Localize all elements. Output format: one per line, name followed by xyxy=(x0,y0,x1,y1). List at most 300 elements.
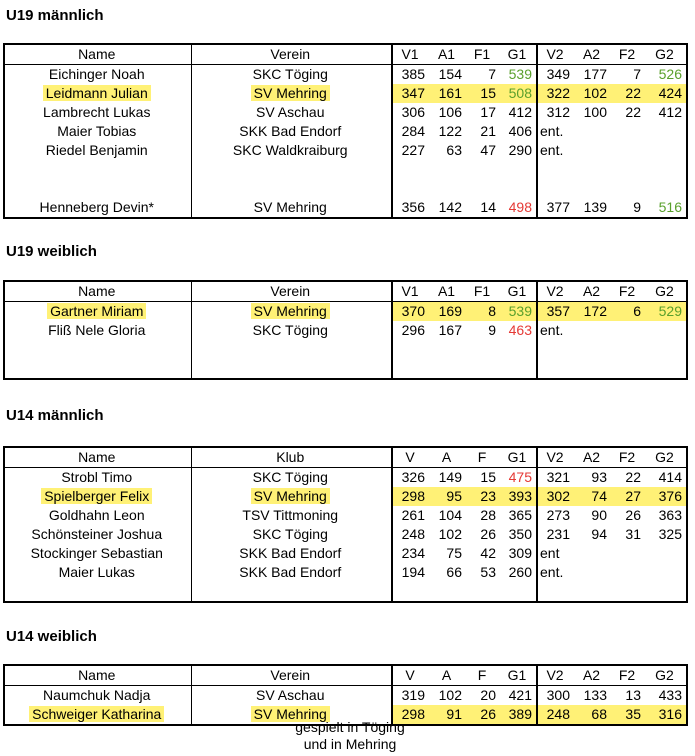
player-name xyxy=(4,302,191,322)
player-name-text: Strobl Timo xyxy=(61,469,133,485)
score-g2: 376 xyxy=(645,487,687,506)
score-a1: 106 xyxy=(438,104,462,120)
score-a2: 90 xyxy=(591,507,607,523)
score-v1: 284 xyxy=(401,123,425,139)
score-g2 xyxy=(645,179,687,198)
score-a2 xyxy=(574,141,611,160)
player-club xyxy=(191,359,392,379)
player-club xyxy=(191,160,392,179)
score-a2: 94 xyxy=(591,526,607,542)
table-row xyxy=(4,340,687,359)
score-v: 298 xyxy=(392,705,429,725)
table-row xyxy=(4,103,687,122)
score-a: 104 xyxy=(438,507,462,523)
table-row xyxy=(4,160,687,179)
player-club xyxy=(191,582,392,602)
player-club-text: SV Mehring xyxy=(251,85,330,101)
column-header: V2 xyxy=(537,447,574,468)
player-name-text: Schönsteiner Joshua xyxy=(31,526,163,542)
score-f2 xyxy=(611,321,645,340)
score-f: 28 xyxy=(480,507,496,523)
score-f2: 26 xyxy=(625,507,641,523)
score-a2: 102 xyxy=(574,84,611,103)
score-v2 xyxy=(537,582,574,602)
score-g1 xyxy=(500,359,537,379)
player-name xyxy=(4,122,191,141)
player-club-text: SKC Töging xyxy=(252,469,328,485)
score-g2: 529 xyxy=(645,302,687,322)
column-header: Verein xyxy=(191,44,392,65)
score-g1: 309 xyxy=(500,544,537,563)
player-club xyxy=(191,340,392,359)
column-header: G1 xyxy=(500,281,537,302)
score-a1 xyxy=(429,160,466,179)
score-a1 xyxy=(429,340,466,359)
column-header: F1 xyxy=(466,281,500,302)
score-a2 xyxy=(574,544,611,563)
player-name xyxy=(4,582,191,602)
column-header: A2 xyxy=(574,447,611,468)
player-club xyxy=(191,563,392,582)
score-v2: ent xyxy=(540,545,560,561)
score-v2: 357 xyxy=(537,302,574,322)
score-f1: 14 xyxy=(466,198,500,218)
score-f: 26 xyxy=(480,526,496,542)
score-v2: ent. xyxy=(540,564,564,580)
player-name xyxy=(4,84,191,103)
player-name-text: Lambrecht Lukas xyxy=(43,104,151,120)
score-a1: 63 xyxy=(446,142,462,158)
score-g2 xyxy=(645,563,687,582)
u14m-title: U14 männlich xyxy=(6,407,104,424)
table-row xyxy=(4,468,687,488)
score-v1 xyxy=(392,359,429,379)
score-a2: 177 xyxy=(583,66,607,82)
venue-note-line2: und in Mehring xyxy=(303,736,397,752)
score-a2 xyxy=(574,179,611,198)
player-name-text: Leidmann Julian xyxy=(43,85,151,101)
score-f2: 22 xyxy=(625,469,641,485)
score-f1 xyxy=(466,359,500,379)
score-v2: 302 xyxy=(537,487,574,506)
score-g2 xyxy=(645,122,687,141)
table-row xyxy=(4,563,687,582)
score-g1: 508 xyxy=(500,84,537,103)
score-v2: 231 xyxy=(546,526,570,542)
player-club-text: SKC Töging xyxy=(252,526,328,542)
column-header: G1 xyxy=(500,447,537,468)
score-a: 75 xyxy=(446,545,462,561)
score-v1: 347 xyxy=(392,84,429,103)
score-a1 xyxy=(429,359,466,379)
score-f2 xyxy=(611,179,645,198)
score-f2: 9 xyxy=(611,198,645,218)
table-row xyxy=(4,84,687,103)
score-f2 xyxy=(611,563,645,582)
score-v2: 300 xyxy=(546,687,570,703)
score-a2 xyxy=(574,359,611,379)
player-club xyxy=(191,141,392,160)
score-v: 298 xyxy=(392,487,429,506)
u19w-title: U19 weiblich xyxy=(6,243,97,260)
player-name xyxy=(4,506,191,525)
column-header: A xyxy=(429,665,466,686)
score-a1 xyxy=(429,179,466,198)
score-v2: 321 xyxy=(546,469,570,485)
player-club xyxy=(191,468,392,488)
player-club-text: SV Mehring xyxy=(251,303,330,319)
score-a1: 122 xyxy=(438,123,462,139)
column-header: A xyxy=(429,447,466,468)
score-f: 23 xyxy=(466,487,500,506)
player-club xyxy=(191,103,392,122)
column-header: Name xyxy=(4,665,191,686)
score-v xyxy=(392,582,429,602)
score-g2: 526 xyxy=(645,65,687,85)
score-f1 xyxy=(466,179,500,198)
score-a: 91 xyxy=(429,705,466,725)
table-row xyxy=(4,122,687,141)
score-a1: 161 xyxy=(429,84,466,103)
score-a2: 172 xyxy=(574,302,611,322)
player-club xyxy=(191,506,392,525)
score-g2: 316 xyxy=(645,705,687,725)
score-g1 xyxy=(500,340,537,359)
player-name xyxy=(4,487,191,506)
table-row xyxy=(4,686,687,706)
score-g2: 414 xyxy=(645,468,687,488)
score-f1: 47 xyxy=(480,142,496,158)
score-f: 53 xyxy=(480,564,496,580)
player-club xyxy=(191,544,392,563)
score-a xyxy=(429,582,466,602)
score-g1: 412 xyxy=(500,103,537,122)
score-v1: 227 xyxy=(401,142,425,158)
score-f2: 31 xyxy=(625,526,641,542)
score-v1: 296 xyxy=(401,322,425,338)
score-g1: 393 xyxy=(500,487,537,506)
score-f2: 6 xyxy=(611,302,645,322)
score-g1: 539 xyxy=(500,65,537,85)
score-v1 xyxy=(392,179,429,198)
score-f1 xyxy=(466,340,500,359)
column-header: A2 xyxy=(574,44,611,65)
column-header: V2 xyxy=(537,665,574,686)
player-name-text: Gartner Miriam xyxy=(47,303,146,319)
score-g2: 325 xyxy=(645,525,687,544)
score-f2 xyxy=(611,359,645,379)
score-g1: 290 xyxy=(500,141,537,160)
score-f1: 9 xyxy=(488,322,496,338)
player-name-text: Fliß Nele Gloria xyxy=(48,322,146,338)
score-f1: 15 xyxy=(466,84,500,103)
score-v1 xyxy=(392,340,429,359)
player-name xyxy=(4,686,191,706)
u14w-title: U14 weiblich xyxy=(6,628,97,645)
score-v: 234 xyxy=(401,545,425,561)
venue-note-line1: gespielt in Töging xyxy=(295,719,405,735)
score-f: 20 xyxy=(480,687,496,703)
score-a2 xyxy=(574,321,611,340)
player-name xyxy=(4,65,191,85)
table-row xyxy=(4,525,687,544)
score-g1: 389 xyxy=(500,705,537,725)
score-g1: 539 xyxy=(500,302,537,322)
player-name xyxy=(4,103,191,122)
player-club xyxy=(191,525,392,544)
player-club xyxy=(191,198,392,218)
score-a2: 139 xyxy=(574,198,611,218)
score-a1: 169 xyxy=(429,302,466,322)
header-row xyxy=(4,44,687,65)
score-v2: ent. xyxy=(540,142,564,158)
score-g1: 406 xyxy=(500,122,537,141)
score-v2: 377 xyxy=(537,198,574,218)
player-club-text: SKK Bad Endorf xyxy=(239,123,342,139)
column-header: F xyxy=(466,665,500,686)
score-f xyxy=(466,582,500,602)
score-f2 xyxy=(611,160,645,179)
column-header: F2 xyxy=(611,44,645,65)
header-row xyxy=(4,665,687,686)
player-club-text: TSV Tittmoning xyxy=(242,507,339,523)
player-name-text: Spielberger Felix xyxy=(41,488,152,504)
score-g2: 363 xyxy=(645,506,687,525)
score-g2: 516 xyxy=(645,198,687,218)
player-name xyxy=(4,705,191,725)
column-header: Name xyxy=(4,44,191,65)
player-club-text: SV Mehring xyxy=(251,706,330,722)
player-name-text: Stockinger Sebastian xyxy=(30,545,163,561)
player-name xyxy=(4,468,191,488)
player-club-text: SKC Waldkraiburg xyxy=(232,142,348,158)
score-g2 xyxy=(645,544,687,563)
score-a: 102 xyxy=(438,526,462,542)
score-v2: 273 xyxy=(546,507,570,523)
player-name xyxy=(4,198,191,218)
player-name xyxy=(4,359,191,379)
table-row xyxy=(4,582,687,602)
player-club xyxy=(191,487,392,506)
player-club-text: SKK Bad Endorf xyxy=(239,545,342,561)
score-v2 xyxy=(537,359,574,379)
score-v1: 306 xyxy=(401,104,425,120)
player-name xyxy=(4,525,191,544)
player-name xyxy=(4,179,191,198)
column-header: F2 xyxy=(611,665,645,686)
column-header: G2 xyxy=(645,44,687,65)
player-club xyxy=(191,84,392,103)
column-header: G2 xyxy=(645,447,687,468)
score-f2: 35 xyxy=(611,705,645,725)
score-v: 326 xyxy=(401,469,425,485)
score-v2: ent. xyxy=(540,322,564,338)
player-club xyxy=(191,302,392,322)
score-a1: 154 xyxy=(438,66,462,82)
score-v2 xyxy=(537,179,574,198)
score-v2: 349 xyxy=(546,66,570,82)
score-g2 xyxy=(645,582,687,602)
score-f2 xyxy=(611,122,645,141)
player-club-text: SV Mehring xyxy=(251,488,330,504)
column-header: F1 xyxy=(466,44,500,65)
score-f2: 22 xyxy=(625,104,641,120)
table-row xyxy=(4,359,687,379)
player-name-text: Naumchuk Nadja xyxy=(43,687,151,703)
player-name-text: Maier Lukas xyxy=(58,564,135,580)
score-g1: 475 xyxy=(500,468,537,488)
player-name-text: Riedel Benjamin xyxy=(45,142,148,158)
score-g2: 412 xyxy=(645,103,687,122)
score-f2: 22 xyxy=(611,84,645,103)
score-v: 194 xyxy=(401,564,425,580)
score-a2: 68 xyxy=(574,705,611,725)
score-f2 xyxy=(611,340,645,359)
table-row xyxy=(4,321,687,340)
score-a: 95 xyxy=(429,487,466,506)
score-f1: 17 xyxy=(480,104,496,120)
column-header: A2 xyxy=(574,665,611,686)
score-g1 xyxy=(500,179,537,198)
table-row xyxy=(4,65,687,85)
column-header: G1 xyxy=(500,44,537,65)
score-v2 xyxy=(537,340,574,359)
player-club xyxy=(191,65,392,85)
column-header: G2 xyxy=(645,281,687,302)
column-header: Klub xyxy=(191,447,392,468)
score-f: 26 xyxy=(466,705,500,725)
player-club xyxy=(191,321,392,340)
column-header: V1 xyxy=(392,281,429,302)
header-row xyxy=(4,281,687,302)
column-header: F2 xyxy=(611,447,645,468)
score-g1: 365 xyxy=(500,506,537,525)
table-row xyxy=(4,506,687,525)
column-header: A2 xyxy=(574,281,611,302)
score-a: 66 xyxy=(446,564,462,580)
player-club-text: SV Aschau xyxy=(256,687,325,703)
score-a2 xyxy=(574,563,611,582)
score-a: 149 xyxy=(438,469,462,485)
score-a: 102 xyxy=(438,687,462,703)
player-club xyxy=(191,122,392,141)
u14w-table xyxy=(3,664,688,726)
table-row xyxy=(4,141,687,160)
player-club-text: SKC Töging xyxy=(252,66,328,82)
score-g2 xyxy=(645,340,687,359)
score-v2 xyxy=(537,160,574,179)
score-a2 xyxy=(574,340,611,359)
score-f1: 8 xyxy=(466,302,500,322)
score-f1: 21 xyxy=(480,123,496,139)
column-header: F xyxy=(466,447,500,468)
column-header: V2 xyxy=(537,281,574,302)
score-g2 xyxy=(645,160,687,179)
score-g1: 463 xyxy=(500,321,537,340)
player-name xyxy=(4,340,191,359)
header-row xyxy=(4,447,687,468)
score-v1: 370 xyxy=(392,302,429,322)
score-f1: 7 xyxy=(488,66,496,82)
score-g2: 433 xyxy=(645,686,687,706)
score-a2 xyxy=(574,122,611,141)
player-name-text: Goldhahn Leon xyxy=(48,507,145,523)
score-v: 261 xyxy=(401,507,425,523)
score-f: 15 xyxy=(480,469,496,485)
player-club-text: SV Aschau xyxy=(256,104,325,120)
score-v2: 322 xyxy=(537,84,574,103)
score-v2: 248 xyxy=(537,705,574,725)
player-name-text: Eichinger Noah xyxy=(48,66,145,82)
score-a1: 142 xyxy=(429,198,466,218)
score-v1: 385 xyxy=(401,66,425,82)
score-f: 42 xyxy=(480,545,496,561)
player-name-text: Henneberg Devin* xyxy=(39,199,154,215)
u14m-table xyxy=(3,446,688,603)
score-g1: 350 xyxy=(500,525,537,544)
score-g1: 260 xyxy=(500,563,537,582)
column-header: A1 xyxy=(429,44,466,65)
column-header: G1 xyxy=(500,665,537,686)
score-g1 xyxy=(500,160,537,179)
score-g2: 424 xyxy=(645,84,687,103)
player-club-text: SV Mehring xyxy=(253,199,327,215)
score-a2 xyxy=(574,582,611,602)
score-g2 xyxy=(645,141,687,160)
player-name xyxy=(4,563,191,582)
column-header: Verein xyxy=(191,281,392,302)
u19m-title: U19 männlich xyxy=(6,7,104,24)
score-f2: 7 xyxy=(633,66,641,82)
score-v2: 312 xyxy=(546,104,570,120)
score-a2: 74 xyxy=(574,487,611,506)
player-name xyxy=(4,544,191,563)
column-header: A1 xyxy=(429,281,466,302)
column-header: V xyxy=(392,447,429,468)
column-header: G2 xyxy=(645,665,687,686)
table-row xyxy=(4,302,687,322)
player-club-text: SKK Bad Endorf xyxy=(239,564,342,580)
score-f2 xyxy=(611,141,645,160)
score-f2 xyxy=(611,582,645,602)
player-name xyxy=(4,160,191,179)
column-header: V2 xyxy=(537,44,574,65)
score-g1: 498 xyxy=(500,198,537,218)
score-f1 xyxy=(466,160,500,179)
score-a2: 93 xyxy=(591,469,607,485)
score-f2 xyxy=(611,544,645,563)
score-g1 xyxy=(500,582,537,602)
score-v2: ent. xyxy=(540,123,564,139)
column-header: V1 xyxy=(392,44,429,65)
score-a2 xyxy=(574,160,611,179)
score-v1: 356 xyxy=(392,198,429,218)
player-name-text: Maier Tobias xyxy=(57,123,137,139)
player-name xyxy=(4,321,191,340)
score-a2: 100 xyxy=(583,104,607,120)
table-row xyxy=(4,487,687,506)
column-header: F2 xyxy=(611,281,645,302)
score-g2 xyxy=(645,359,687,379)
score-g1: 421 xyxy=(500,686,537,706)
score-v: 248 xyxy=(401,526,425,542)
table-row xyxy=(4,198,687,218)
score-a2: 133 xyxy=(583,687,607,703)
player-club xyxy=(191,686,392,706)
table-row xyxy=(4,179,687,198)
column-header: Name xyxy=(4,281,191,302)
table-row xyxy=(4,544,687,563)
